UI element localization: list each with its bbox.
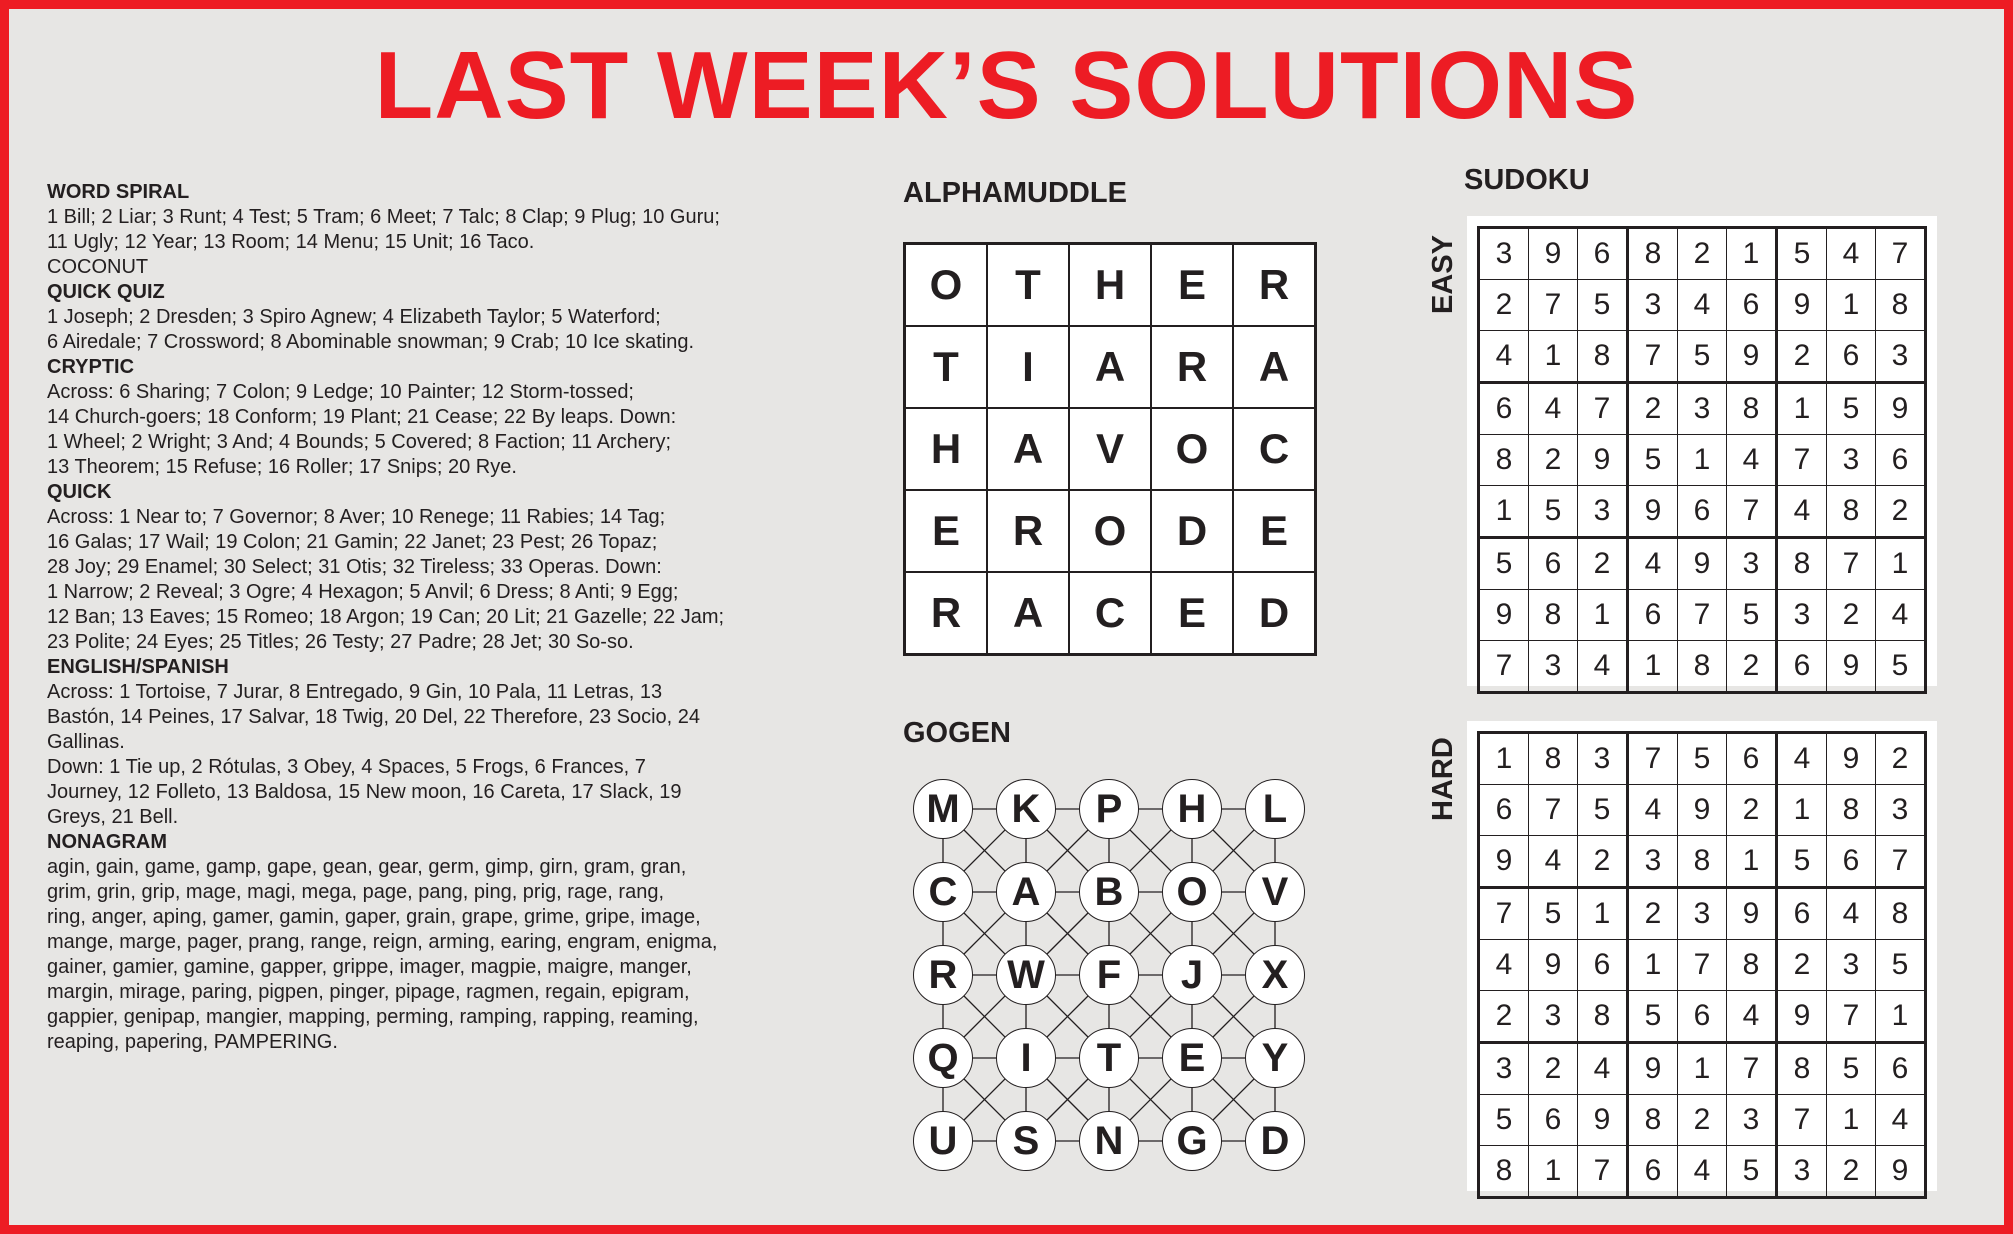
sudoku-cell: 6 bbox=[1678, 486, 1727, 538]
sudoku-cell: 9 bbox=[1876, 383, 1926, 435]
sudoku-cell: 9 bbox=[1876, 1146, 1926, 1198]
sudoku-cell: 6 bbox=[1529, 538, 1578, 590]
alphamuddle-cell: O bbox=[1151, 408, 1233, 490]
sudoku-cell: 6 bbox=[1479, 383, 1529, 435]
sudoku-cell: 1 bbox=[1727, 228, 1777, 280]
gogen-letter: V bbox=[1245, 862, 1305, 922]
sudoku-cell: 4 bbox=[1876, 590, 1926, 641]
sudoku-cell: 7 bbox=[1479, 641, 1529, 693]
sudoku-cell: 1 bbox=[1678, 435, 1727, 486]
sudoku-cell: 7 bbox=[1777, 435, 1827, 486]
alphamuddle-cell: A bbox=[1069, 326, 1151, 408]
sudoku-cell: 2 bbox=[1578, 538, 1628, 590]
sudoku-cell: 7 bbox=[1827, 991, 1876, 1043]
sudoku-cell: 1 bbox=[1529, 1146, 1578, 1198]
gogen-letter: X bbox=[1245, 945, 1305, 1005]
sudoku-cell: 2 bbox=[1827, 1146, 1876, 1198]
sudoku-cell: 1 bbox=[1876, 538, 1926, 590]
sudoku-cell: 9 bbox=[1628, 486, 1678, 538]
sudoku-cell: 7 bbox=[1727, 1043, 1777, 1095]
solution-text: Across: 6 Sharing; 7 Colon; 9 Ledge; 10 Painter; 12 Storm-tossed; 14 Church-goers; 18 Conform; 19 Plant; 21 Cease; 22 By leaps. Down: 1 Wheel; 2 Wright; 3 And; 4 Bounds; 5 Covered; 8 Faction; 11 Archery; 13 Theorem; 15 Refuse; 16 Roller; 17 Snips; 20 Rye. bbox=[47, 381, 677, 478]
sudoku-cell: 9 bbox=[1529, 940, 1578, 991]
sudoku-hard-label: HARD bbox=[1427, 737, 1459, 821]
sudoku-cell: 6 bbox=[1678, 991, 1727, 1043]
sudoku-cell: 3 bbox=[1628, 836, 1678, 888]
sudoku-cell: 1 bbox=[1777, 785, 1827, 836]
sudoku-cell: 4 bbox=[1727, 435, 1777, 486]
sudoku-cell: 8 bbox=[1678, 641, 1727, 693]
sudoku-cell: 8 bbox=[1876, 280, 1926, 331]
solution-text: Across: 1 Tortoise, 7 Jurar, 8 Entregado, 9 Gin, 10 Pala, 11 Letras, 13 Bastón, 14 Peines, 17 Salvar, 18 Twig, 20 Del, 22 Therefore, 23 Socio, 24 Gallinas. Down: 1 Tie up, 2 Rótulas, 3 Obey, 4 Spaces, 5 Frogs, 6 Frances, 7 Journey, 12 Folleto, 13 Baldosa, 15 New moon, 16 Careta, 17 Slack, 19 Greys, 21 Bell. bbox=[47, 681, 701, 828]
sudoku-cell: 2 bbox=[1678, 228, 1727, 280]
sudoku-cell: 6 bbox=[1876, 1043, 1926, 1095]
sudoku-cell: 3 bbox=[1678, 383, 1727, 435]
sudoku-cell: 1 bbox=[1628, 641, 1678, 693]
gogen-letter: O bbox=[1162, 862, 1222, 922]
sudoku-cell: 1 bbox=[1479, 733, 1529, 785]
sudoku-cell: 3 bbox=[1777, 590, 1827, 641]
sudoku-cell: 4 bbox=[1727, 991, 1777, 1043]
sudoku-cell: 9 bbox=[1827, 641, 1876, 693]
sudoku-cell: 6 bbox=[1628, 590, 1678, 641]
sudoku-cell: 3 bbox=[1827, 940, 1876, 991]
sudoku-cell: 5 bbox=[1628, 435, 1678, 486]
gogen-letter: N bbox=[1079, 1111, 1139, 1171]
sudoku-cell: 2 bbox=[1777, 940, 1827, 991]
sudoku-cell: 8 bbox=[1727, 940, 1777, 991]
sudoku-cell: 6 bbox=[1827, 331, 1876, 383]
gogen-letter: W bbox=[996, 945, 1056, 1005]
sudoku-cell: 7 bbox=[1876, 228, 1926, 280]
sudoku-cell: 5 bbox=[1827, 383, 1876, 435]
sudoku-cell: 5 bbox=[1578, 280, 1628, 331]
page-title: LAST WEEK’S SOLUTIONS bbox=[374, 32, 1639, 139]
sudoku-cell: 5 bbox=[1578, 785, 1628, 836]
sudoku-cell: 9 bbox=[1578, 1095, 1628, 1146]
solution-heading: ENGLISH/SPANISH bbox=[47, 656, 229, 678]
sudoku-cell: 1 bbox=[1827, 280, 1876, 331]
sudoku-cell: 2 bbox=[1479, 280, 1529, 331]
sudoku-cell: 2 bbox=[1479, 991, 1529, 1043]
gogen-letter: K bbox=[996, 779, 1056, 839]
gogen-letter: H bbox=[1162, 779, 1222, 839]
sudoku-cell: 2 bbox=[1628, 888, 1678, 940]
sudoku-cell: 4 bbox=[1628, 538, 1678, 590]
sudoku-cell: 2 bbox=[1727, 641, 1777, 693]
sudoku-cell: 1 bbox=[1529, 331, 1578, 383]
alphamuddle-cell: E bbox=[1151, 244, 1233, 326]
alphamuddle-cell: R bbox=[1233, 244, 1315, 326]
sudoku-cell: 6 bbox=[1578, 228, 1628, 280]
sudoku-cell: 8 bbox=[1578, 331, 1628, 383]
sudoku-cell: 4 bbox=[1628, 785, 1678, 836]
sudoku-cell: 9 bbox=[1678, 538, 1727, 590]
sudoku-cell: 3 bbox=[1529, 641, 1578, 693]
sudoku-cell: 6 bbox=[1578, 940, 1628, 991]
alphamuddle-cell: R bbox=[905, 572, 987, 654]
alphamuddle-cell: E bbox=[1233, 490, 1315, 572]
gogen-letter: I bbox=[996, 1028, 1056, 1088]
sudoku-cell: 3 bbox=[1727, 1095, 1777, 1146]
alphamuddle-cell: C bbox=[1069, 572, 1151, 654]
alphamuddle-cell: H bbox=[1069, 244, 1151, 326]
sudoku-cell: 8 bbox=[1827, 785, 1876, 836]
sudoku-cell: 6 bbox=[1479, 785, 1529, 836]
gogen-letter: J bbox=[1162, 945, 1222, 1005]
sudoku-cell: 6 bbox=[1777, 641, 1827, 693]
sudoku-cell: 5 bbox=[1479, 1095, 1529, 1146]
sudoku-cell: 5 bbox=[1678, 733, 1727, 785]
sudoku-cell: 8 bbox=[1628, 1095, 1678, 1146]
sudoku-cell: 3 bbox=[1479, 228, 1529, 280]
gogen-letter: T bbox=[1079, 1028, 1139, 1088]
sudoku-cell: 7 bbox=[1578, 383, 1628, 435]
solution-heading: CRYPTIC bbox=[47, 356, 135, 378]
sudoku-cell: 8 bbox=[1727, 383, 1777, 435]
sudoku-cell: 5 bbox=[1777, 836, 1827, 888]
sudoku-cell: 5 bbox=[1529, 888, 1578, 940]
sudoku-cell: 6 bbox=[1827, 836, 1876, 888]
sudoku-cell: 8 bbox=[1529, 590, 1578, 641]
solution-text: Across: 1 Near to; 7 Governor; 8 Aver; 10 Renege; 11 Rabies; 14 Tag; 16 Galas; 17 Wail; 19 Colon; 21 Gamin; 22 Janet; 23 Pest; 26 Topaz; 28 Joy; 29 Enamel; 30 Select; 31 Otis; 32 Tireless; 33 Operas. Down: 1 Narrow; 2 Reveal; 3 Ogre; 4 Hexagon; 5 Anvil; 6 Dress; 8 Anti; 9 Egg; 12 Ban; 13 Eaves; 15 Romeo; 18 Argon; 19 Can; 20 Lit; 21 Gazelle; 22 Jam; 23 Polite; 24 Eyes; 25 Titles; 26 Testy; 27 Padre; 28 Jet; 30 So-so. bbox=[47, 506, 725, 653]
sudoku-cell: 2 bbox=[1876, 486, 1926, 538]
gogen-letter: M bbox=[913, 779, 973, 839]
sudoku-cell: 3 bbox=[1578, 486, 1628, 538]
alphamuddle-cell: T bbox=[987, 244, 1069, 326]
gogen-grid bbox=[903, 769, 1317, 1183]
sudoku-cell: 2 bbox=[1876, 733, 1926, 785]
sudoku-cell: 6 bbox=[1727, 280, 1777, 331]
sudoku-cell: 3 bbox=[1479, 1043, 1529, 1095]
sudoku-cell: 3 bbox=[1727, 538, 1777, 590]
sudoku-cell: 3 bbox=[1827, 435, 1876, 486]
sudoku-cell: 3 bbox=[1876, 785, 1926, 836]
sudoku-cell: 1 bbox=[1628, 940, 1678, 991]
sudoku-cell: 3 bbox=[1876, 331, 1926, 383]
sudoku-cell: 8 bbox=[1628, 228, 1678, 280]
sudoku-cell: 4 bbox=[1777, 486, 1827, 538]
sudoku-cell: 3 bbox=[1678, 888, 1727, 940]
alphamuddle-cell: V bbox=[1069, 408, 1151, 490]
sudoku-cell: 1 bbox=[1876, 991, 1926, 1043]
alphamuddle-cell: D bbox=[1233, 572, 1315, 654]
sudoku-cell: 7 bbox=[1777, 1095, 1827, 1146]
gogen-letter: Y bbox=[1245, 1028, 1305, 1088]
sudoku-cell: 1 bbox=[1578, 888, 1628, 940]
sudoku-cell: 2 bbox=[1727, 785, 1777, 836]
sudoku-cell: 5 bbox=[1777, 228, 1827, 280]
sudoku-cell: 5 bbox=[1628, 991, 1678, 1043]
sudoku-cell: 7 bbox=[1628, 733, 1678, 785]
solutions-column bbox=[47, 180, 827, 1055]
solution-heading: QUICK QUIZ bbox=[47, 281, 165, 303]
sudoku-cell: 2 bbox=[1529, 1043, 1578, 1095]
alphamuddle-cell: H bbox=[905, 408, 987, 490]
alphamuddle-grid bbox=[903, 242, 1317, 656]
sudoku-hard-frame bbox=[1467, 721, 1937, 1191]
gogen-letter: L bbox=[1245, 779, 1305, 839]
sudoku-cell: 8 bbox=[1777, 538, 1827, 590]
sudoku-cell: 2 bbox=[1578, 836, 1628, 888]
sudoku-cell: 5 bbox=[1727, 1146, 1777, 1198]
sudoku-cell: 4 bbox=[1578, 641, 1628, 693]
sudoku-cell: 5 bbox=[1876, 940, 1926, 991]
alphamuddle-cell: A bbox=[987, 408, 1069, 490]
sudoku-cell: 9 bbox=[1479, 590, 1529, 641]
sudoku-cell: 9 bbox=[1777, 991, 1827, 1043]
sudoku-cell: 2 bbox=[1678, 1095, 1727, 1146]
sudoku-cell: 4 bbox=[1678, 280, 1727, 331]
sudoku-cell: 6 bbox=[1727, 733, 1777, 785]
gogen-letter: R bbox=[913, 945, 973, 1005]
sudoku-easy-label: EASY bbox=[1427, 235, 1459, 314]
sudoku-cell: 4 bbox=[1578, 1043, 1628, 1095]
sudoku-easy-grid bbox=[1477, 226, 1927, 694]
alphamuddle-cell: E bbox=[1151, 572, 1233, 654]
sudoku-cell: 5 bbox=[1727, 590, 1777, 641]
alphamuddle-cell: A bbox=[987, 572, 1069, 654]
sudoku-cell: 8 bbox=[1678, 836, 1727, 888]
sudoku-cell: 7 bbox=[1529, 280, 1578, 331]
sudoku-cell: 7 bbox=[1876, 836, 1926, 888]
solution-text: agin, gain, game, gamp, gape, gean, gear, germ, gimp, girn, gram, gran, grim, grin, grip, mage, magi, mega, page, pang, ping, prig, rage, rang, ring, anger, aping, gamer, gamin, gaper, grain, grape, grime, gripe, image, mange, marge, pager, prang, range, reign, arming, earing, engram, enigma, gainer, gamier, gamine, gapper, grippe, imager, magpie, maigre, manger, margin, mirage, paring, pigpen, pinger, pipage, ragmen, regain, epigram, gappier, genipap, mangier, mapping, perming, ramping, rapping, reaming, reaping, papering, PAMPERING. bbox=[47, 856, 718, 1053]
gogen-label: GOGEN bbox=[903, 717, 1011, 749]
sudoku-cell: 3 bbox=[1628, 280, 1678, 331]
sudoku-cell: 3 bbox=[1529, 991, 1578, 1043]
alphamuddle-cell: A bbox=[1233, 326, 1315, 408]
sudoku-cell: 5 bbox=[1876, 641, 1926, 693]
solution-text: 1 Joseph; 2 Dresden; 3 Spiro Agnew; 4 Elizabeth Taylor; 5 Waterford; 6 Airedale; 7 Crossword; 8 Abominable snowman; 9 Crab; 10 Ice skating. bbox=[47, 306, 695, 353]
sudoku-cell: 1 bbox=[1727, 836, 1777, 888]
sudoku-cell: 8 bbox=[1876, 888, 1926, 940]
sudoku-cell: 5 bbox=[1678, 331, 1727, 383]
sudoku-cell: 1 bbox=[1479, 486, 1529, 538]
gogen-letter: B bbox=[1079, 862, 1139, 922]
gogen-letter: Q bbox=[913, 1028, 973, 1088]
gogen-letter: S bbox=[996, 1111, 1056, 1171]
gogen-letter: C bbox=[913, 862, 973, 922]
alphamuddle-cell: I bbox=[987, 326, 1069, 408]
sudoku-cell: 9 bbox=[1578, 435, 1628, 486]
sudoku-cell: 5 bbox=[1479, 538, 1529, 590]
sudoku-cell: 9 bbox=[1529, 228, 1578, 280]
gogen-letter: A bbox=[996, 862, 1056, 922]
sudoku-hard-grid bbox=[1477, 731, 1927, 1199]
sudoku-cell: 8 bbox=[1479, 1146, 1529, 1198]
sudoku-cell: 5 bbox=[1827, 1043, 1876, 1095]
sudoku-cell: 3 bbox=[1578, 733, 1628, 785]
sudoku-cell: 6 bbox=[1529, 1095, 1578, 1146]
sudoku-cell: 8 bbox=[1578, 991, 1628, 1043]
sudoku-cell: 3 bbox=[1777, 1146, 1827, 1198]
gogen-letter: D bbox=[1245, 1111, 1305, 1171]
sudoku-cell: 1 bbox=[1827, 1095, 1876, 1146]
sudoku-easy-frame bbox=[1467, 216, 1937, 686]
sudoku-cell: 1 bbox=[1578, 590, 1628, 641]
sudoku-cell: 7 bbox=[1529, 785, 1578, 836]
sudoku-cell: 4 bbox=[1529, 836, 1578, 888]
gogen-letter: F bbox=[1079, 945, 1139, 1005]
sudoku-cell: 2 bbox=[1529, 435, 1578, 486]
alphamuddle-label: ALPHAMUDDLE bbox=[903, 177, 1127, 209]
sudoku-cell: 4 bbox=[1678, 1146, 1727, 1198]
solution-heading: NONAGRAM bbox=[47, 831, 167, 853]
sudoku-cell: 4 bbox=[1876, 1095, 1926, 1146]
sudoku-cell: 8 bbox=[1479, 435, 1529, 486]
sudoku-cell: 8 bbox=[1777, 1043, 1827, 1095]
sudoku-cell: 6 bbox=[1628, 1146, 1678, 1198]
sudoku-cell: 5 bbox=[1529, 486, 1578, 538]
alphamuddle-cell: C bbox=[1233, 408, 1315, 490]
sudoku-cell: 7 bbox=[1678, 590, 1727, 641]
solution-text: 1 Bill; 2 Liar; 3 Runt; 4 Test; 5 Tram; 6 Meet; 7 Talc; 8 Clap; 9 Plug; 10 Guru; 11 Ugly; 12 Year; 13 Room; 14 Menu; 15 Unit; 16 Taco. COCONUT bbox=[47, 206, 720, 278]
sudoku-cell: 4 bbox=[1777, 733, 1827, 785]
sudoku-cell: 4 bbox=[1827, 888, 1876, 940]
sudoku-cell: 7 bbox=[1578, 1146, 1628, 1198]
solution-heading: WORD SPIRAL bbox=[47, 181, 190, 203]
sudoku-cell: 1 bbox=[1678, 1043, 1727, 1095]
sudoku-cell: 9 bbox=[1727, 888, 1777, 940]
sudoku-cell: 7 bbox=[1628, 331, 1678, 383]
sudoku-cell: 2 bbox=[1827, 590, 1876, 641]
alphamuddle-cell: O bbox=[905, 244, 987, 326]
sudoku-cell: 4 bbox=[1827, 228, 1876, 280]
sudoku-cell: 4 bbox=[1479, 940, 1529, 991]
sudoku-cell: 9 bbox=[1727, 331, 1777, 383]
sudoku-cell: 9 bbox=[1678, 785, 1727, 836]
gogen-letter: U bbox=[913, 1111, 973, 1171]
sudoku-cell: 7 bbox=[1479, 888, 1529, 940]
gogen-letter: E bbox=[1162, 1028, 1222, 1088]
sudoku-cell: 6 bbox=[1876, 435, 1926, 486]
solution-heading: QUICK bbox=[47, 481, 112, 503]
alphamuddle-cell: R bbox=[1151, 326, 1233, 408]
sudoku-cell: 2 bbox=[1628, 383, 1678, 435]
gogen-letter: G bbox=[1162, 1111, 1222, 1171]
sudoku-cell: 8 bbox=[1529, 733, 1578, 785]
alphamuddle-cell: T bbox=[905, 326, 987, 408]
sudoku-cell: 1 bbox=[1777, 383, 1827, 435]
sudoku-cell: 9 bbox=[1628, 1043, 1678, 1095]
sudoku-cell: 2 bbox=[1777, 331, 1827, 383]
sudoku-cell: 7 bbox=[1827, 538, 1876, 590]
sudoku-cell: 6 bbox=[1777, 888, 1827, 940]
sudoku-cell: 7 bbox=[1727, 486, 1777, 538]
alphamuddle-cell: O bbox=[1069, 490, 1151, 572]
sudoku-cell: 4 bbox=[1479, 331, 1529, 383]
sudoku-cell: 8 bbox=[1827, 486, 1876, 538]
sudoku-cell: 9 bbox=[1479, 836, 1529, 888]
alphamuddle-cell: E bbox=[905, 490, 987, 572]
sudoku-label: SUDOKU bbox=[1464, 164, 1590, 196]
gogen-letter: P bbox=[1079, 779, 1139, 839]
alphamuddle-cell: R bbox=[987, 490, 1069, 572]
sudoku-cell: 9 bbox=[1777, 280, 1827, 331]
sudoku-cell: 9 bbox=[1827, 733, 1876, 785]
sudoku-cell: 7 bbox=[1678, 940, 1727, 991]
alphamuddle-cell: D bbox=[1151, 490, 1233, 572]
sudoku-cell: 4 bbox=[1529, 383, 1578, 435]
